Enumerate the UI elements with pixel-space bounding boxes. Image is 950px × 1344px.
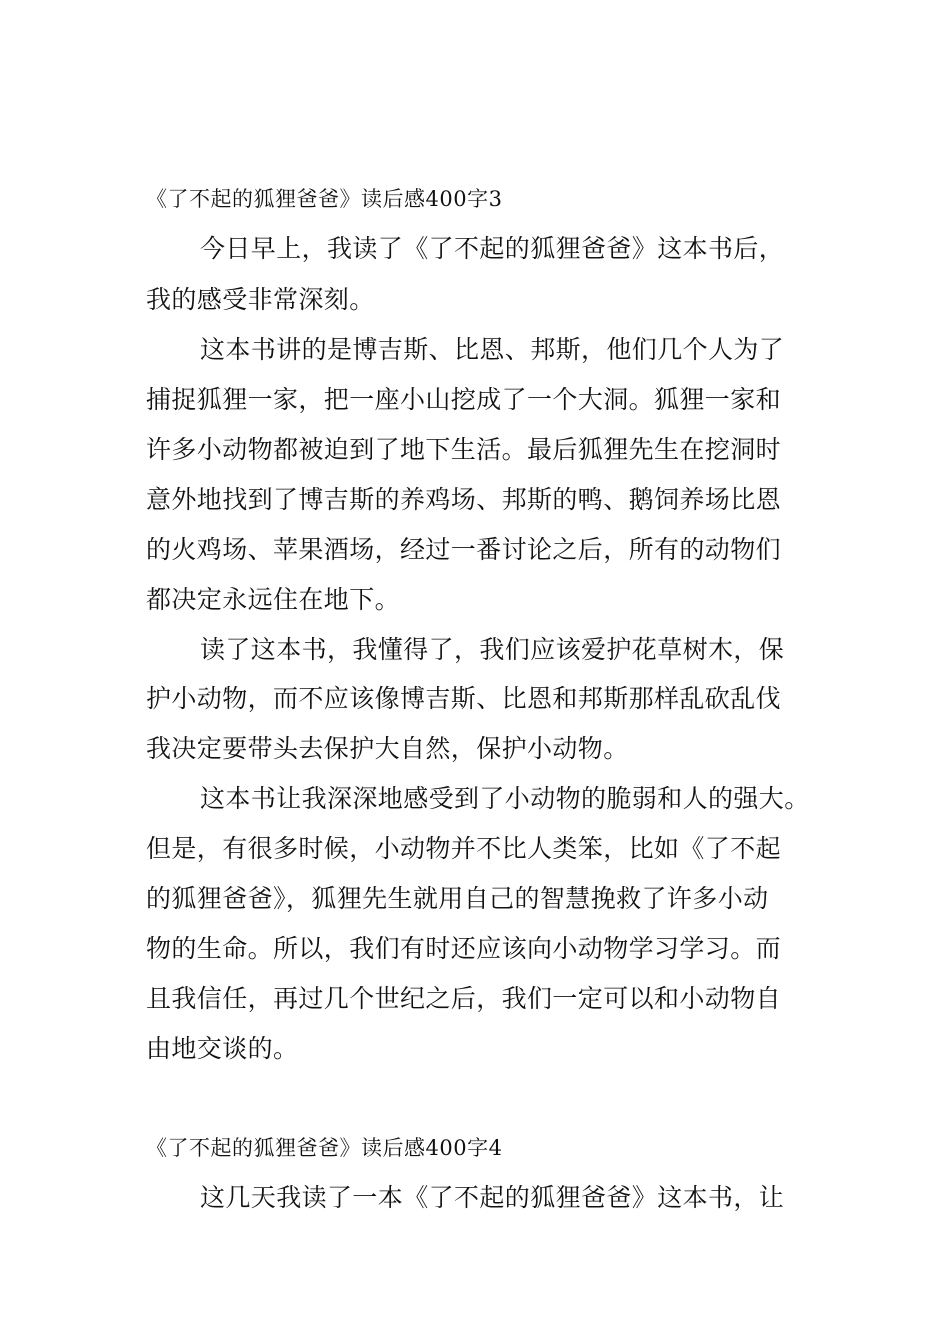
paragraph-line: 这本书让我深深地感受到了小动物的脆弱和人的强大。 <box>200 784 810 813</box>
paragraph-line: 我决定要带头去保护大自然，保护小动物。 <box>146 734 629 763</box>
paragraph-line: 护小动物，而不应该像博吉斯、比恩和邦斯那样乱砍乱伐 <box>146 684 782 713</box>
paragraph-line: 今日早上，我读了《了不起的狐狸爸爸》这本书后， <box>200 234 785 263</box>
paragraph-line: 的火鸡场、苹果酒场，经过一番讨论之后，所有的动物们 <box>146 535 782 564</box>
paragraph-line: 我的感受非常深刻。 <box>146 285 375 314</box>
paragraph-line: 读了这本书，我懂得了，我们应该爱护花草树木，保 <box>200 635 785 664</box>
paragraph-line: 这本书讲的是博吉斯、比恩、邦斯，他们几个人为了 <box>200 335 785 364</box>
paragraph-line: 许多小动物都被迫到了地下生活。最后狐狸先生在挖洞时 <box>146 435 782 464</box>
paragraph-line: 物的生命。所以，我们有时还应该向小动物学习学习。而 <box>146 934 782 963</box>
paragraph-line: 都决定永远住在地下。 <box>146 585 401 614</box>
paragraph-line: 但是，有很多时候，小动物并不比人类笨，比如《了不起 <box>146 834 782 863</box>
paragraph-line: 这几天我读了一本《了不起的狐狸爸爸》这本书，让 <box>200 1183 785 1212</box>
section-title-3: 《了不起的狐狸爸爸》读后感400字3 <box>146 187 503 211</box>
paragraph-line: 意外地找到了博吉斯的养鸡场、邦斯的鸭、鹅饲养场比恩 <box>146 485 782 514</box>
paragraph-line: 由地交谈的。 <box>146 1034 299 1063</box>
section-title-4: 《了不起的狐狸爸爸》读后感400字4 <box>146 1136 503 1160</box>
paragraph-line: 的狐狸爸爸》，狐狸先生就用自己的智慧挽救了许多小动 <box>146 884 769 913</box>
paragraph-line: 捕捉狐狸一家，把一座小山挖成了一个大洞。狐狸一家和 <box>146 385 782 414</box>
paragraph-line: 且我信任，再过几个世纪之后，我们一定可以和小动物自 <box>146 984 782 1013</box>
